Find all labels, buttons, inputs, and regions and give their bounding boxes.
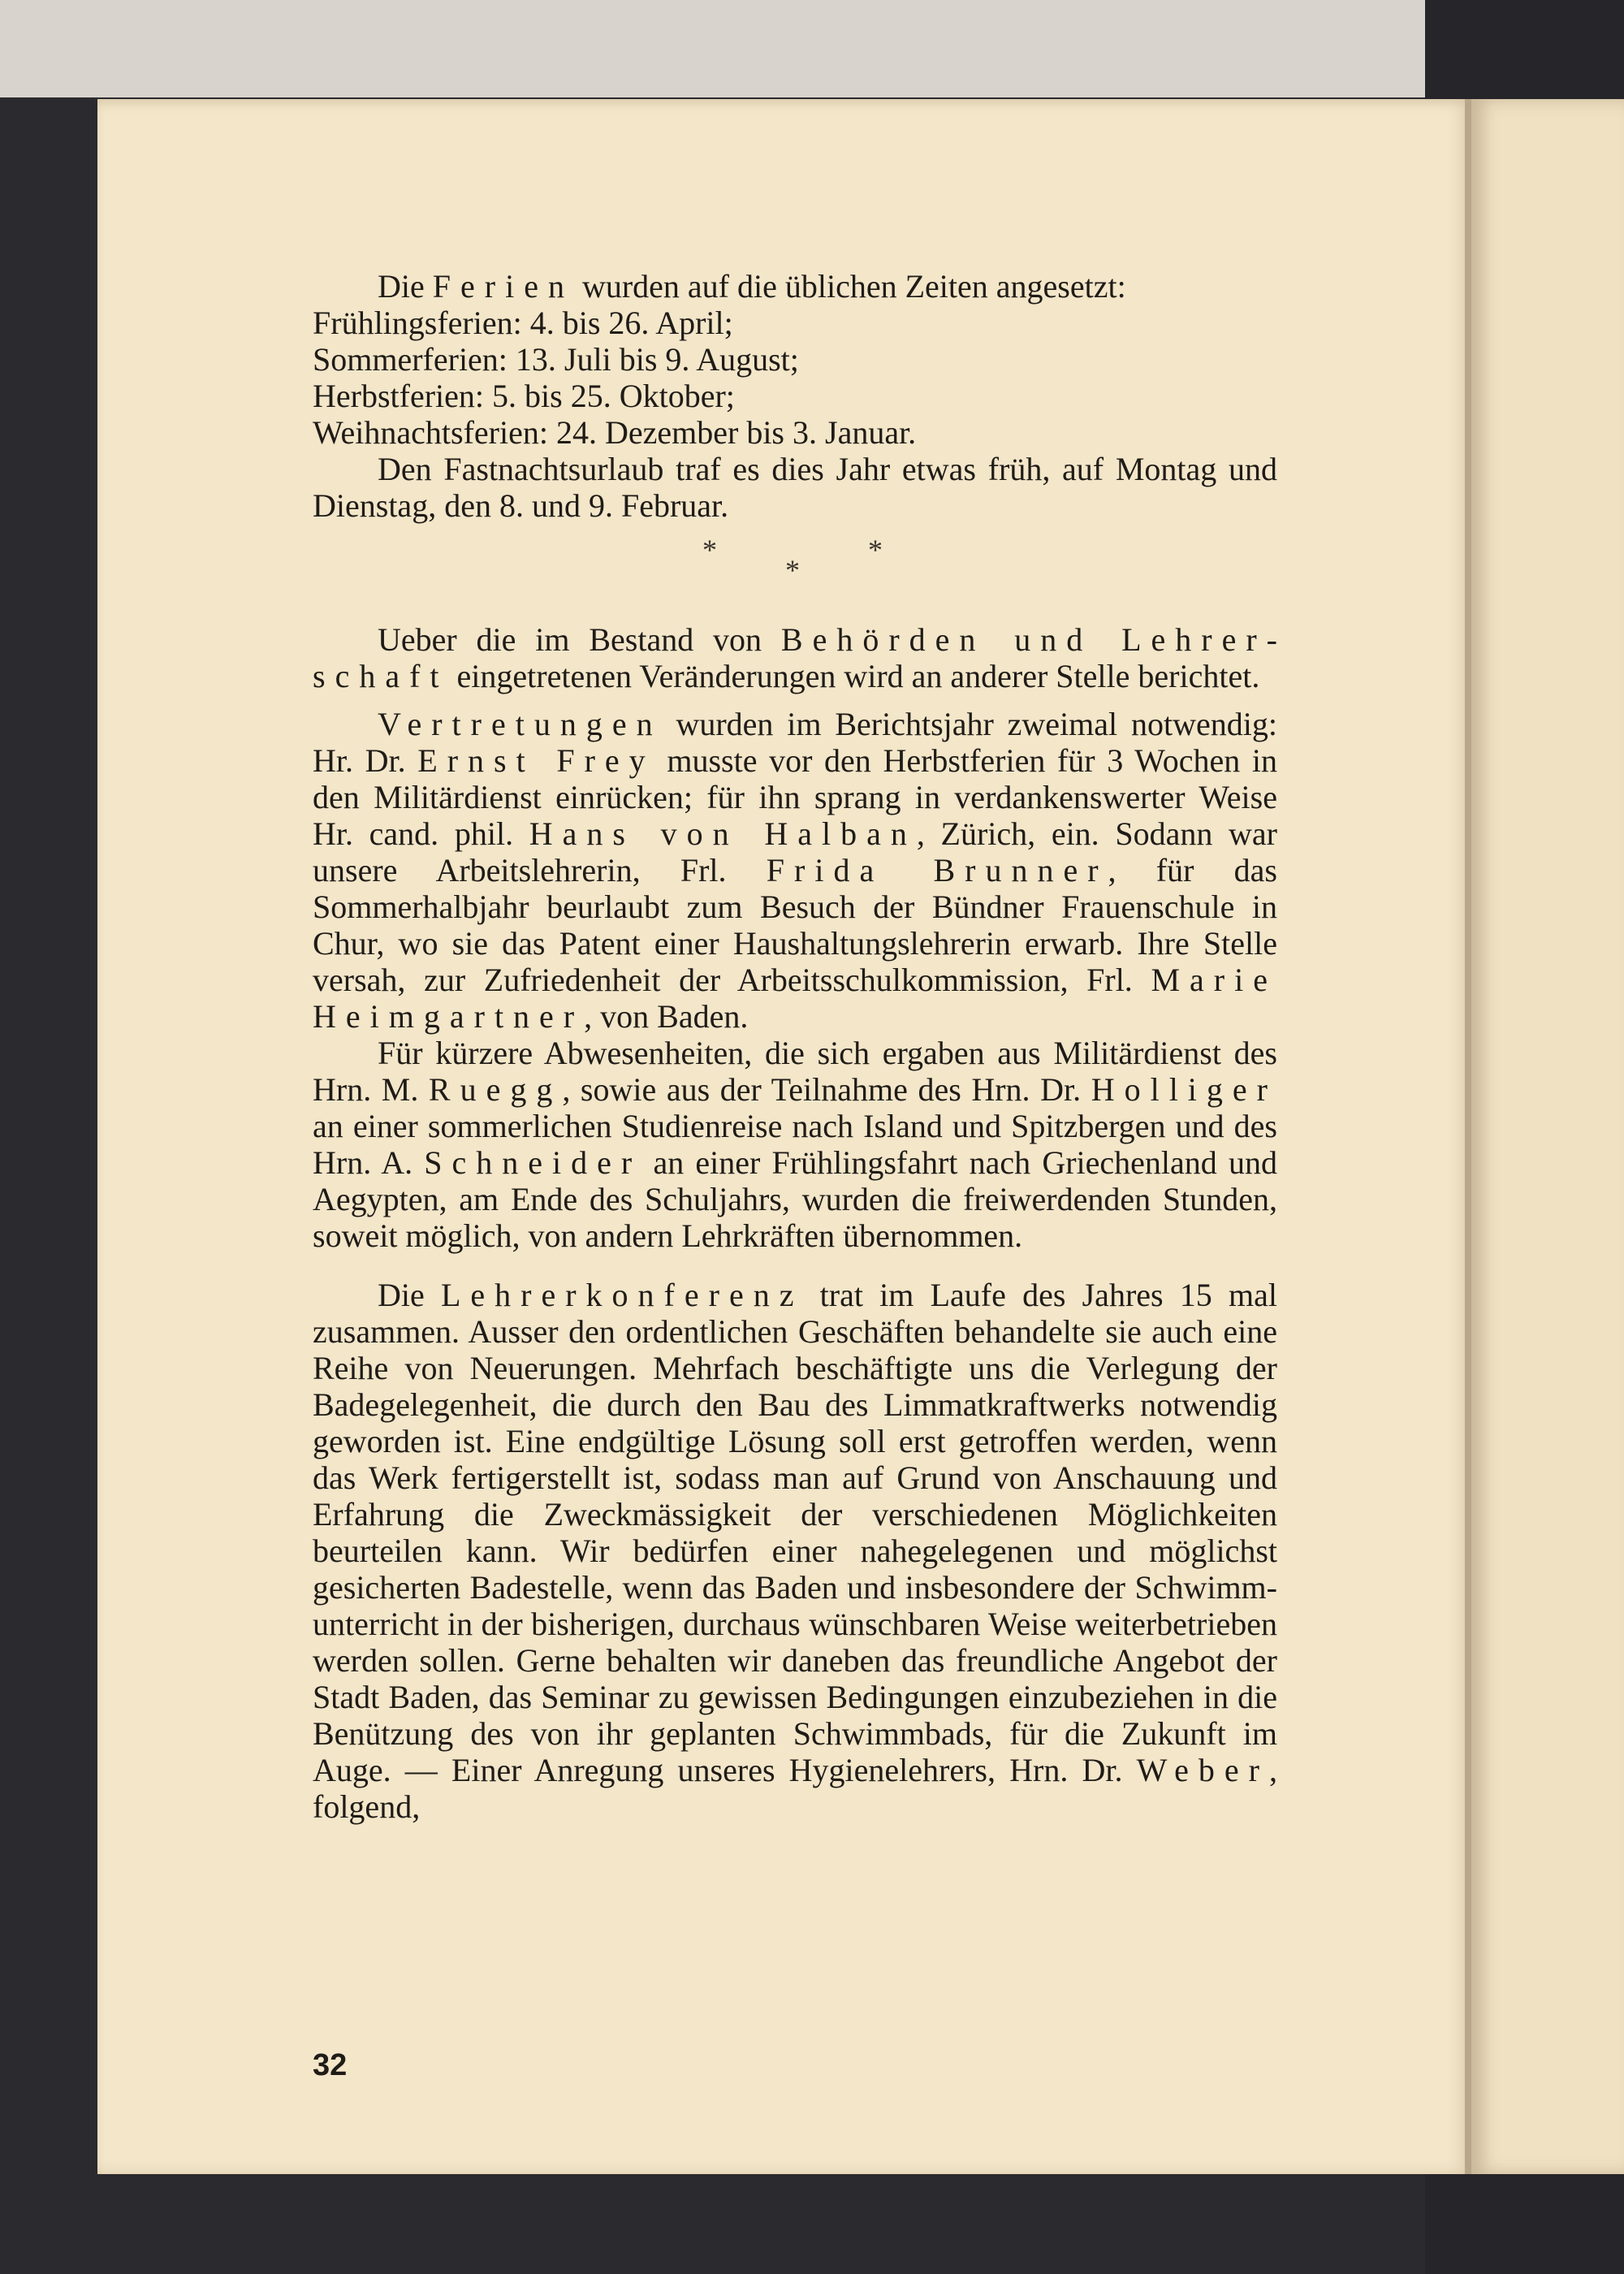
spaced-name: Frida Brunner	[766, 852, 1108, 888]
spaced-name: Weber	[1136, 1752, 1269, 1788]
abwesenheiten-paragraph: Für kürzere Abwesenheiten, die sich ergaben aus Militärdienst des Hrn. M. Ruegg, sowie aus der Teilnahme des Hrn. Dr. Holliger an einer sommerlichen Studienreise nach Island und Spitzbergen und des Hrn. A. Schneider an einer Frühlingsfahrt nach Griechenland und Aegypten, am Ende des Schuljahrs, wurden die freiwerdenden Stunden, soweit möglich, von andern Lehrkräften übernommen.	[313, 1035, 1277, 1254]
konferenz-paragraph: Die Lehrerkonferenz trat im Laufe des Jahres 15 mal zusammen. Ausser den ordentlichen Geschäften behandelte sie auch eine Reihe von Neuerungen. Mehrfach beschäftigte uns die Verlegung der Badegelegenheit, die durch den Bau des Limmatkraftwerks notwendig geworden ist. Eine endgültige Lösung soll erst getroffen werden, wenn das Werk fertigerstellt ist, sodass man auf Grund von Anschauung und Erfahrung die Zweckmässigkeit der verschiedenen Möglichkeiten beurteilen kann. Wir bedürfen einer nahegelegenen und möglichst gesicherten Badestelle, wenn das Baden und insbesondere der Schwimmunterricht in der bisherigen, durchaus wünschbaren Weise weiterbetrieben werden sollen. Gerne behalten wir daneben das freundliche Angebot der Stadt Baden, das Seminar zu gewissen Bedingungen einzubeziehen in die Benützung des von ihr geplanten Schwimmbads, für die Zukunft im Auge. — Einer Anregung unseres Hygienelehrers, Hrn. Dr. Weber, folgend,	[313, 1277, 1277, 1825]
ferien-intro: Die Ferien wurden auf die üblichen Zeiten angesetzt:	[378, 268, 1126, 305]
section-separator	[313, 524, 1277, 621]
page-number: 32	[313, 2048, 348, 2082]
spaced-name: Ruegg	[428, 1071, 563, 1108]
spaced-name: Ernst Frey	[417, 742, 655, 779]
vertretungen-paragraph: Vertretungen wurden im Berichtsjahr zweimal notwendig: Hr. Dr. Ernst Frey musste vor den Herbstferien für 3 Wochen in den Militärdienst einrücken; für ihn sprang in verdankenswerter Weise Hr. cand. phil. Hans von Halban, Zürich, ein. Sodann war unsere Arbeitslehrerin, Frl. Frida Brunner, für das Sommerhalbjahr beurlaubt zum Besuch der Bündner Frauenschule in Chur, wo sie das Patent einer Haushaltungslehrerin erwarb. Ihre Stelle versah, zur Zufriedenheit der Arbeitsschulkommission, Frl. Marie Heimgartner, von Baden.	[313, 706, 1278, 1035]
ferien-item: Herbstferien: 5. bis 25. Oktober;	[313, 378, 735, 414]
spaced-emphasis: Behörden und Lehrerschaft	[313, 621, 1277, 694]
spaced-emphasis: Ferien	[432, 268, 574, 305]
asterisk-icon: *	[702, 534, 717, 566]
adjacent-page-edge	[1471, 99, 1624, 2174]
spaced-emphasis: Vertretungen	[378, 706, 663, 742]
spaced-name: Holliger	[1091, 1071, 1277, 1108]
scan-background-top	[0, 0, 1624, 97]
ferien-item: Frühlingsferien: 4. bis 26. April;	[313, 305, 733, 341]
asterisk-icon: *	[868, 534, 883, 566]
bestand-paragraph: Ueber die im Bestand von Behörden und Lehrerschaft eingetretenen Veränderungen wird an anderer Stelle berichtet.	[313, 621, 1277, 694]
ferien-item: Sommerferien: 13. Juli bis 9. August;	[313, 341, 799, 378]
spaced-name: Schneider	[424, 1144, 642, 1181]
fastnacht-paragraph: Den Fastnachtsurlaub traf es dies Jahr etwas früh, auf Montag und Dienstag, den 8. und 9. Februar.	[313, 451, 1277, 524]
page-fold	[1465, 99, 1471, 2174]
page-body	[313, 268, 1277, 1825]
spaced-emphasis: Lehrerkonferenz	[440, 1277, 804, 1313]
asterisk-icon: *	[785, 554, 800, 586]
ferien-item: Weihnachtsferien: 24. Dezember bis 3. Januar.	[313, 414, 917, 451]
spaced-name: Hans von Halban	[529, 815, 917, 852]
spaced-name: Marie Heimgartner	[313, 962, 1277, 1035]
